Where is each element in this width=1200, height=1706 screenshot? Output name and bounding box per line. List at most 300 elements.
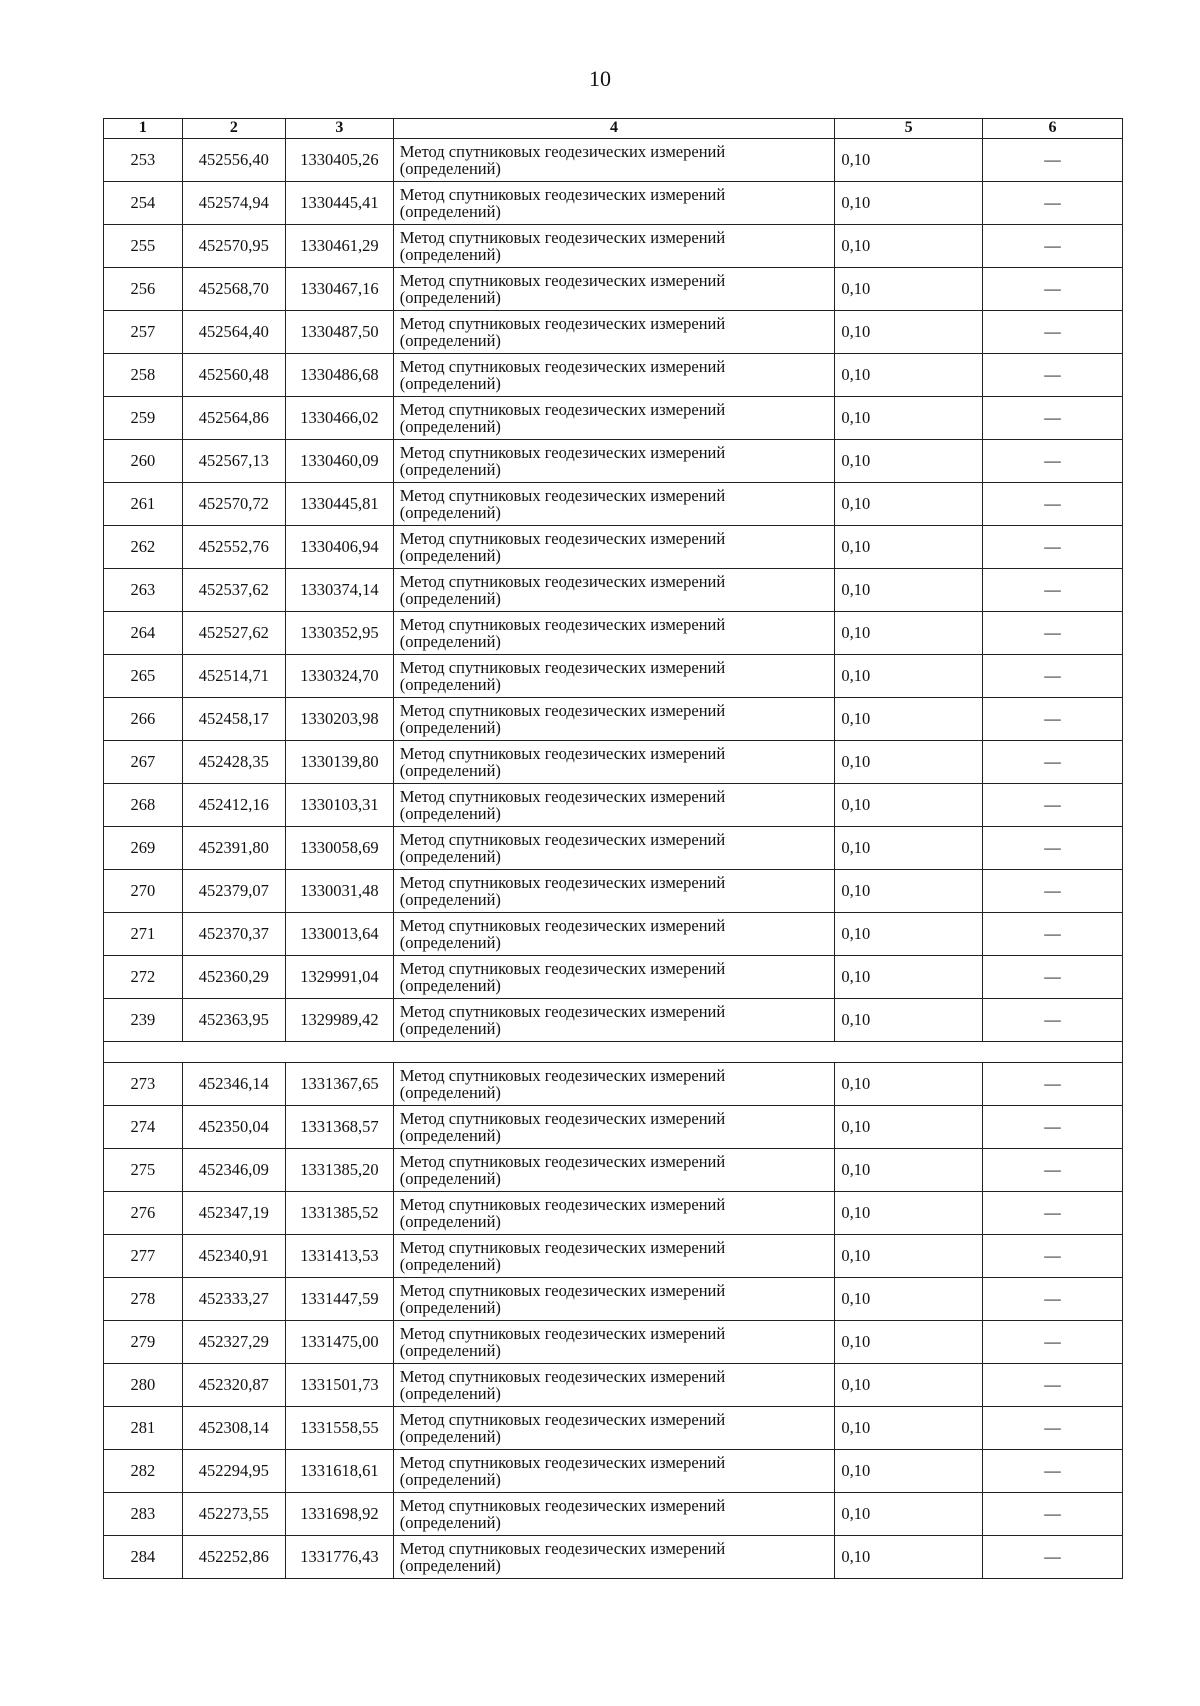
method-line-2: (определений) [399,1255,501,1274]
method-line-2: (определений) [399,933,501,952]
y-coordinate-cell: 1330203,98 [286,698,394,741]
x-coordinate-cell: 452340,91 [182,1235,285,1278]
x-coordinate-cell: 452567,13 [182,440,285,483]
x-coordinate-cell: 452363,95 [182,999,285,1042]
method-line-1: Метод спутниковых геодезических измерений [399,1194,726,1214]
table-row [104,483,1123,526]
method-line-1: Метод спутниковых геодезических измерений [399,227,726,247]
point-number-cell: 284 [104,1536,183,1579]
method-cell [393,483,835,526]
x-coordinate-cell: 452346,09 [182,1149,285,1192]
method-cell [393,440,835,483]
accuracy-cell: 0,10 [835,999,983,1042]
method-cell [393,569,835,612]
method-line-1: Метод спутниковых геодезических измерений [399,1366,726,1386]
description-cell: — [982,182,1122,225]
table-row [104,655,1123,698]
method-line-1: Метод спутниковых геодезических измерений [399,829,726,849]
description-cell: — [982,440,1122,483]
method-cell [393,612,835,655]
accuracy-cell: 0,10 [835,1149,983,1192]
point-number-cell: 255 [104,225,183,268]
accuracy-cell: 0,10 [835,354,983,397]
x-coordinate-cell: 452560,48 [182,354,285,397]
description-cell: — [982,1149,1122,1192]
method-line-2: (определений) [399,159,501,178]
method-cell [393,1235,835,1278]
method-line-2: (определений) [399,546,501,565]
method-line-2: (определений) [399,1212,501,1231]
point-number-cell: 282 [104,1450,183,1493]
x-coordinate-cell: 452570,72 [182,483,285,526]
point-number-cell: 259 [104,397,183,440]
method-cell [393,655,835,698]
x-coordinate-cell: 452428,35 [182,741,285,784]
point-number-cell: 281 [104,1407,183,1450]
y-coordinate-cell: 1330031,48 [286,870,394,913]
y-coordinate-cell: 1330103,31 [286,784,394,827]
method-line-1: Метод спутниковых геодезических измерений [399,141,726,161]
method-line-1: Метод спутниковых геодезических измерений [399,313,726,333]
description-cell: — [982,1407,1122,1450]
point-number-cell: 268 [104,784,183,827]
y-coordinate-cell: 1330486,68 [286,354,394,397]
x-coordinate-cell: 452574,94 [182,182,285,225]
method-line-2: (определений) [399,460,501,479]
table-row [104,956,1123,999]
description-cell: — [982,268,1122,311]
description-cell: — [982,1450,1122,1493]
point-number-cell: 270 [104,870,183,913]
description-cell: — [982,483,1122,526]
description-cell: — [982,225,1122,268]
y-coordinate-cell: 1331367,65 [286,1063,394,1106]
header-col-1: 1 [104,119,183,139]
header-col-6: 6 [982,119,1122,139]
description-cell: — [982,698,1122,741]
accuracy-cell: 0,10 [835,139,983,182]
description-cell: — [982,655,1122,698]
point-number-cell: 254 [104,182,183,225]
y-coordinate-cell: 1330324,70 [286,655,394,698]
method-cell [393,784,835,827]
header-col-2: 2 [182,119,285,139]
method-cell [393,526,835,569]
method-cell [393,1063,835,1106]
y-coordinate-cell: 1331698,92 [286,1493,394,1536]
table-row [104,1450,1123,1493]
y-coordinate-cell: 1331447,59 [286,1278,394,1321]
description-cell: — [982,1493,1122,1536]
y-coordinate-cell: 1330461,29 [286,225,394,268]
table-row [104,526,1123,569]
method-line-2: (определений) [399,675,501,694]
method-cell [393,1149,835,1192]
accuracy-cell: 0,10 [835,956,983,999]
x-coordinate-cell: 452346,14 [182,1063,285,1106]
method-line-1: Метод спутниковых геодезических измерений [399,1065,726,1085]
method-cell [393,956,835,999]
method-line-2: (определений) [399,202,501,221]
point-number-cell: 277 [104,1235,183,1278]
method-line-2: (определений) [399,1427,501,1446]
x-coordinate-cell: 452514,71 [182,655,285,698]
description-cell: — [982,956,1122,999]
y-coordinate-cell: 1330405,26 [286,139,394,182]
description-cell: — [982,397,1122,440]
accuracy-cell: 0,10 [835,268,983,311]
header-col-3: 3 [286,119,394,139]
point-number-cell: 263 [104,569,183,612]
table-row [104,870,1123,913]
x-coordinate-cell: 452564,40 [182,311,285,354]
point-number-cell: 269 [104,827,183,870]
x-coordinate-cell: 452327,29 [182,1321,285,1364]
accuracy-cell: 0,10 [835,1235,983,1278]
table-row [104,1149,1123,1192]
method-line-2: (определений) [399,1513,501,1532]
method-line-2: (определений) [399,288,501,307]
point-number-cell: 261 [104,483,183,526]
y-coordinate-cell: 1330487,50 [286,311,394,354]
method-line-1: Метод спутниковых геодезических измерений [399,1495,726,1515]
method-cell [393,1450,835,1493]
table-row [104,182,1123,225]
x-coordinate-cell: 452458,17 [182,698,285,741]
method-line-2: (определений) [399,417,501,436]
description-cell: — [982,1321,1122,1364]
table-row [104,827,1123,870]
method-line-1: Метод спутниковых геодезических измерений [399,872,726,892]
accuracy-cell: 0,10 [835,870,983,913]
accuracy-cell: 0,10 [835,1493,983,1536]
method-line-2: (определений) [399,1384,501,1403]
coordinates-table [103,118,1123,1579]
y-coordinate-cell: 1331776,43 [286,1536,394,1579]
method-line-1: Метод спутниковых геодезических измерений [399,743,726,763]
table-row [104,397,1123,440]
description-cell: — [982,354,1122,397]
table-row [104,139,1123,182]
y-coordinate-cell: 1331413,53 [286,1235,394,1278]
method-line-2: (определений) [399,1169,501,1188]
table-row [104,1278,1123,1321]
y-coordinate-cell: 1330466,02 [286,397,394,440]
accuracy-cell: 0,10 [835,526,983,569]
method-cell [393,182,835,225]
table-row [104,784,1123,827]
accuracy-cell: 0,10 [835,913,983,956]
accuracy-cell: 0,10 [835,1192,983,1235]
x-coordinate-cell: 452370,37 [182,913,285,956]
x-coordinate-cell: 452412,16 [182,784,285,827]
method-line-1: Метод спутниковых геодезических измерений [399,399,726,419]
table-row [104,1235,1123,1278]
method-line-1: Метод спутниковых геодезических измерений [399,485,726,505]
accuracy-cell: 0,10 [835,1450,983,1493]
x-coordinate-cell: 452273,55 [182,1493,285,1536]
description-cell: — [982,526,1122,569]
y-coordinate-cell: 1331475,00 [286,1321,394,1364]
y-coordinate-cell: 1331368,57 [286,1106,394,1149]
y-coordinate-cell: 1330352,95 [286,612,394,655]
method-line-1: Метод спутниковых геодезических измерений [399,1151,726,1171]
point-number-cell: 260 [104,440,183,483]
method-line-1: Метод спутниковых геодезических измерений [399,184,726,204]
accuracy-cell: 0,10 [835,784,983,827]
point-number-cell: 262 [104,526,183,569]
description-cell: — [982,139,1122,182]
table-row [104,1192,1123,1235]
method-cell [393,268,835,311]
header-row [104,119,1123,139]
table-row [104,354,1123,397]
x-coordinate-cell: 452527,62 [182,612,285,655]
point-number-cell: 256 [104,268,183,311]
method-line-1: Метод спутниковых геодезических измерений [399,1409,726,1429]
description-cell: — [982,612,1122,655]
table-row [104,612,1123,655]
method-line-1: Метод спутниковых геодезических измерений [399,958,726,978]
method-line-2: (определений) [399,804,501,823]
description-cell: — [982,569,1122,612]
method-line-2: (определений) [399,331,501,350]
method-line-2: (определений) [399,245,501,264]
table-row [104,1063,1123,1106]
y-coordinate-cell: 1330467,16 [286,268,394,311]
accuracy-cell: 0,10 [835,1364,983,1407]
x-coordinate-cell: 452537,62 [182,569,285,612]
y-coordinate-cell: 1330374,14 [286,569,394,612]
method-line-2: (определений) [399,589,501,608]
description-cell: — [982,913,1122,956]
description-cell: — [982,1235,1122,1278]
x-coordinate-cell: 452552,76 [182,526,285,569]
method-cell [393,1536,835,1579]
method-line-2: (определений) [399,718,501,737]
accuracy-cell: 0,10 [835,655,983,698]
point-number-cell: 283 [104,1493,183,1536]
y-coordinate-cell: 1329991,04 [286,956,394,999]
x-coordinate-cell: 452252,86 [182,1536,285,1579]
table-row [104,569,1123,612]
method-line-2: (определений) [399,1341,501,1360]
accuracy-cell: 0,10 [835,311,983,354]
description-cell: — [982,1063,1122,1106]
x-coordinate-cell: 452556,40 [182,139,285,182]
method-line-1: Метод спутниковых геодезических измерений [399,614,726,634]
point-number-cell: 280 [104,1364,183,1407]
description-cell: — [982,1192,1122,1235]
method-line-1: Метод спутниковых геодезических измерений [399,528,726,548]
accuracy-cell: 0,10 [835,440,983,483]
y-coordinate-cell: 1331558,55 [286,1407,394,1450]
point-number-cell: 265 [104,655,183,698]
method-line-1: Метод спутниковых геодезических измерений [399,1001,726,1021]
method-cell [393,225,835,268]
accuracy-cell: 0,10 [835,483,983,526]
table-row [104,1493,1123,1536]
method-line-2: (определений) [399,1470,501,1489]
page-number: 10 [589,66,611,91]
table-row [104,225,1123,268]
accuracy-cell: 0,10 [835,827,983,870]
method-cell [393,741,835,784]
method-cell [393,1364,835,1407]
point-number-cell: 276 [104,1192,183,1235]
method-line-2: (определений) [399,761,501,780]
accuracy-cell: 0,10 [835,1536,983,1579]
method-cell [393,999,835,1042]
table-row [104,999,1123,1042]
method-cell [393,1278,835,1321]
table-row [104,1536,1123,1579]
point-number-cell: 278 [104,1278,183,1321]
accuracy-cell: 0,10 [835,1063,983,1106]
method-cell [393,1493,835,1536]
x-coordinate-cell: 452570,95 [182,225,285,268]
point-number-cell: 258 [104,354,183,397]
method-line-1: Метод спутниковых геодезических измерений [399,700,726,720]
accuracy-cell: 0,10 [835,698,983,741]
method-line-1: Метод спутниковых геодезических измерений [399,1323,726,1343]
y-coordinate-cell: 1330445,41 [286,182,394,225]
table-row [104,741,1123,784]
table-row [104,440,1123,483]
accuracy-cell: 0,10 [835,1106,983,1149]
x-coordinate-cell: 452350,04 [182,1106,285,1149]
table-row [104,913,1123,956]
table-row [104,1407,1123,1450]
table-row [104,698,1123,741]
method-line-1: Метод спутниковых геодезических измерений [399,1452,726,1472]
accuracy-cell: 0,10 [835,397,983,440]
y-coordinate-cell: 1330460,09 [286,440,394,483]
accuracy-cell: 0,10 [835,225,983,268]
method-line-2: (определений) [399,632,501,651]
description-cell: — [982,827,1122,870]
method-cell [393,870,835,913]
table-row [104,311,1123,354]
method-line-2: (определений) [399,374,501,393]
point-number-cell: 239 [104,999,183,1042]
method-line-1: Метод спутниковых геодезических измерений [399,356,726,376]
method-line-1: Метод спутниковых геодезических измерений [399,915,726,935]
method-line-2: (определений) [399,1126,501,1145]
description-cell: — [982,1536,1122,1579]
method-cell [393,1407,835,1450]
x-coordinate-cell: 452320,87 [182,1364,285,1407]
y-coordinate-cell: 1330058,69 [286,827,394,870]
group-separator-row [104,1042,1123,1063]
y-coordinate-cell: 1330139,80 [286,741,394,784]
point-number-cell: 274 [104,1106,183,1149]
y-coordinate-cell: 1330406,94 [286,526,394,569]
x-coordinate-cell: 452360,29 [182,956,285,999]
method-line-1: Метод спутниковых геодезических измерений [399,1280,726,1300]
method-line-1: Метод спутниковых геодезических измерений [399,786,726,806]
description-cell: — [982,870,1122,913]
accuracy-cell: 0,10 [835,741,983,784]
method-line-2: (определений) [399,890,501,909]
method-cell [393,1192,835,1235]
description-cell: — [982,311,1122,354]
method-cell [393,1106,835,1149]
table-row [104,1321,1123,1364]
method-cell [393,827,835,870]
point-number-cell: 271 [104,913,183,956]
table-row [104,1106,1123,1149]
point-number-cell: 264 [104,612,183,655]
method-line-1: Метод спутниковых геодезических измерений [399,442,726,462]
method-line-2: (определений) [399,503,501,522]
point-number-cell: 253 [104,139,183,182]
y-coordinate-cell: 1331385,20 [286,1149,394,1192]
y-coordinate-cell: 1331501,73 [286,1364,394,1407]
table-row [104,268,1123,311]
y-coordinate-cell: 1330013,64 [286,913,394,956]
y-coordinate-cell: 1331618,61 [286,1450,394,1493]
method-cell [393,913,835,956]
x-coordinate-cell: 452568,70 [182,268,285,311]
x-coordinate-cell: 452391,80 [182,827,285,870]
x-coordinate-cell: 452294,95 [182,1450,285,1493]
point-number-cell: 273 [104,1063,183,1106]
method-line-2: (определений) [399,1019,501,1038]
accuracy-cell: 0,10 [835,612,983,655]
method-cell [393,698,835,741]
description-cell: — [982,1106,1122,1149]
method-line-2: (определений) [399,847,501,866]
separator-cell [104,1042,1123,1063]
description-cell: — [982,999,1122,1042]
x-coordinate-cell: 452347,19 [182,1192,285,1235]
x-coordinate-cell: 452564,86 [182,397,285,440]
x-coordinate-cell: 452379,07 [182,870,285,913]
method-cell [393,397,835,440]
method-line-1: Метод спутниковых геодезических измерений [399,1237,726,1257]
y-coordinate-cell: 1331385,52 [286,1192,394,1235]
table-row [104,1364,1123,1407]
header-col-5: 5 [835,119,983,139]
y-coordinate-cell: 1329989,42 [286,999,394,1042]
method-line-1: Метод спутниковых геодезических измерений [399,571,726,591]
accuracy-cell: 0,10 [835,182,983,225]
table-body [104,139,1123,1579]
method-cell [393,354,835,397]
method-line-1: Метод спутниковых геодезических измерений [399,270,726,290]
accuracy-cell: 0,10 [835,569,983,612]
method-line-1: Метод спутниковых геодезических измерений [399,657,726,677]
method-line-2: (определений) [399,1298,501,1317]
method-line-1: Метод спутниковых геодезических измерений [399,1108,726,1128]
y-coordinate-cell: 1330445,81 [286,483,394,526]
x-coordinate-cell: 452308,14 [182,1407,285,1450]
method-cell [393,311,835,354]
description-cell: — [982,741,1122,784]
point-number-cell: 266 [104,698,183,741]
point-number-cell: 279 [104,1321,183,1364]
header-col-4: 4 [393,119,835,139]
point-number-cell: 275 [104,1149,183,1192]
x-coordinate-cell: 452333,27 [182,1278,285,1321]
method-line-2: (определений) [399,976,501,995]
description-cell: — [982,1364,1122,1407]
method-line-2: (определений) [399,1556,501,1575]
accuracy-cell: 0,10 [835,1321,983,1364]
description-cell: — [982,1278,1122,1321]
description-cell: — [982,784,1122,827]
